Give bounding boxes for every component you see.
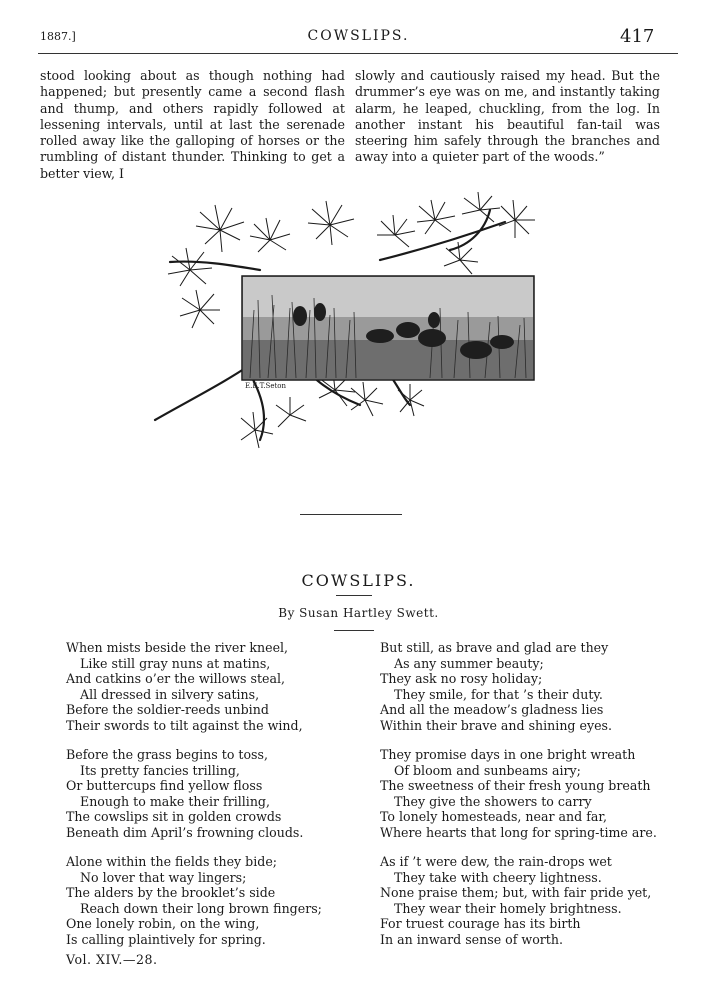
poem-line: One lonely robin, on the wing, [66,916,260,931]
poem-line: Of bloom and sunbeams airy; [394,762,581,778]
header-title: COWSLIPS. [307,28,410,44]
poem-title: COWSLIPS. [301,571,416,590]
stanza [66,747,366,840]
poem-line: They wear their homely brightness. [394,900,622,916]
poem-line: They take with cheery lightness. [394,869,602,885]
scene-panel [242,276,534,380]
byline-rule [334,630,374,631]
title-rule [336,595,372,596]
poem-line: All dressed in silvery satins, [80,686,260,702]
poem-line: As any summer beauty; [394,655,544,671]
poem-line: None praise them; but, with fair pride yet, [380,885,652,900]
prose-column-left: stood looking about as though nothing had happened; but presently came a second flash and thump, and others rapidly followed at lessening intervals, until at last the serenade rolled away like the galloping of horses or the rumbling of distant thunder. Thinking to get a better view, I [40,68,345,181]
poem-line: Before the soldier-reeds unbind [66,702,269,717]
illustration-signature: E.E.T.Seton [245,382,287,390]
header-date: 1887.] [40,30,76,43]
poem-line: They ask no rosy holiday; [380,671,543,686]
poem-line: Where hearts that long for spring-time are. [380,824,657,840]
prose-column-right: slowly and cautiously raised my head. But the drummer’s eye was on me, and instantly taking alarm, he leaped, chuckling, from the log. In another instant his beautiful fan-tail was steering him safely through the branches and away into a quieter part of the woods.” [355,68,660,165]
poem-column-left [66,640,366,961]
poem-line: The alders by the brooklet’s side [66,885,276,900]
poem-line: Is calling plaintively for spring. [66,931,266,947]
poem-line: Alone within the fields they bide; [66,854,278,869]
illustration-svg [150,190,540,460]
poem-line: Reach down their long brown fingers; [80,900,322,916]
stanza [66,640,366,733]
stanza [380,854,680,947]
poem-line: They give the showers to carry [394,793,592,809]
volume-footer: Vol. XIV.—28. [66,952,158,967]
poem-line: Like still gray nuns at matins, [80,655,271,671]
poem-line: Their swords to tilt against the wind, [66,717,303,733]
poem-line: To lonely homesteads, near and far, [380,809,608,824]
poem-line: When mists beside the river kneel, [66,640,289,655]
poem-byline: By Susan Hartley Swett. [278,606,439,620]
pine-branch-illustration [150,190,540,460]
poem-line: Before the grass begins to toss, [66,747,268,762]
poem-line: The sweetness of their fresh young breath [380,778,651,793]
poem-line: And all the meadow’s gladness lies [380,702,604,717]
section-divider [300,514,402,515]
poem-column-right [380,640,680,961]
header-rule [38,53,678,54]
poem-line: They promise days in one bright wreath [380,747,636,762]
stanza [66,854,366,947]
poem-line: For truest courage has its birth [380,916,581,931]
page-number: 417 [620,26,655,47]
poem-line: Enough to make their frilling, [80,793,271,809]
running-head [0,0,717,60]
poem-line: Beneath dim April’s frowning clouds. [66,824,304,840]
poem-line: But still, as brave and glad are they [380,640,609,655]
stanza [380,640,680,733]
poem-line: And catkins o’er the willows steal, [66,671,286,686]
poem-line: Its pretty fancies trilling, [80,762,240,778]
poem-line: They smile, for that ’s their duty. [394,686,603,702]
poem-line: As if ’t were dew, the rain-drops wet [380,854,612,869]
stanza [380,747,680,840]
poem-line: The cowslips sit in golden crowds [66,809,282,824]
poem-line: Within their brave and shining eyes. [380,717,612,733]
poem-line: In an inward sense of worth. [380,931,563,947]
poem-line: Or buttercups find yellow floss [66,778,263,793]
poem-line: No lover that way lingers; [80,869,247,885]
